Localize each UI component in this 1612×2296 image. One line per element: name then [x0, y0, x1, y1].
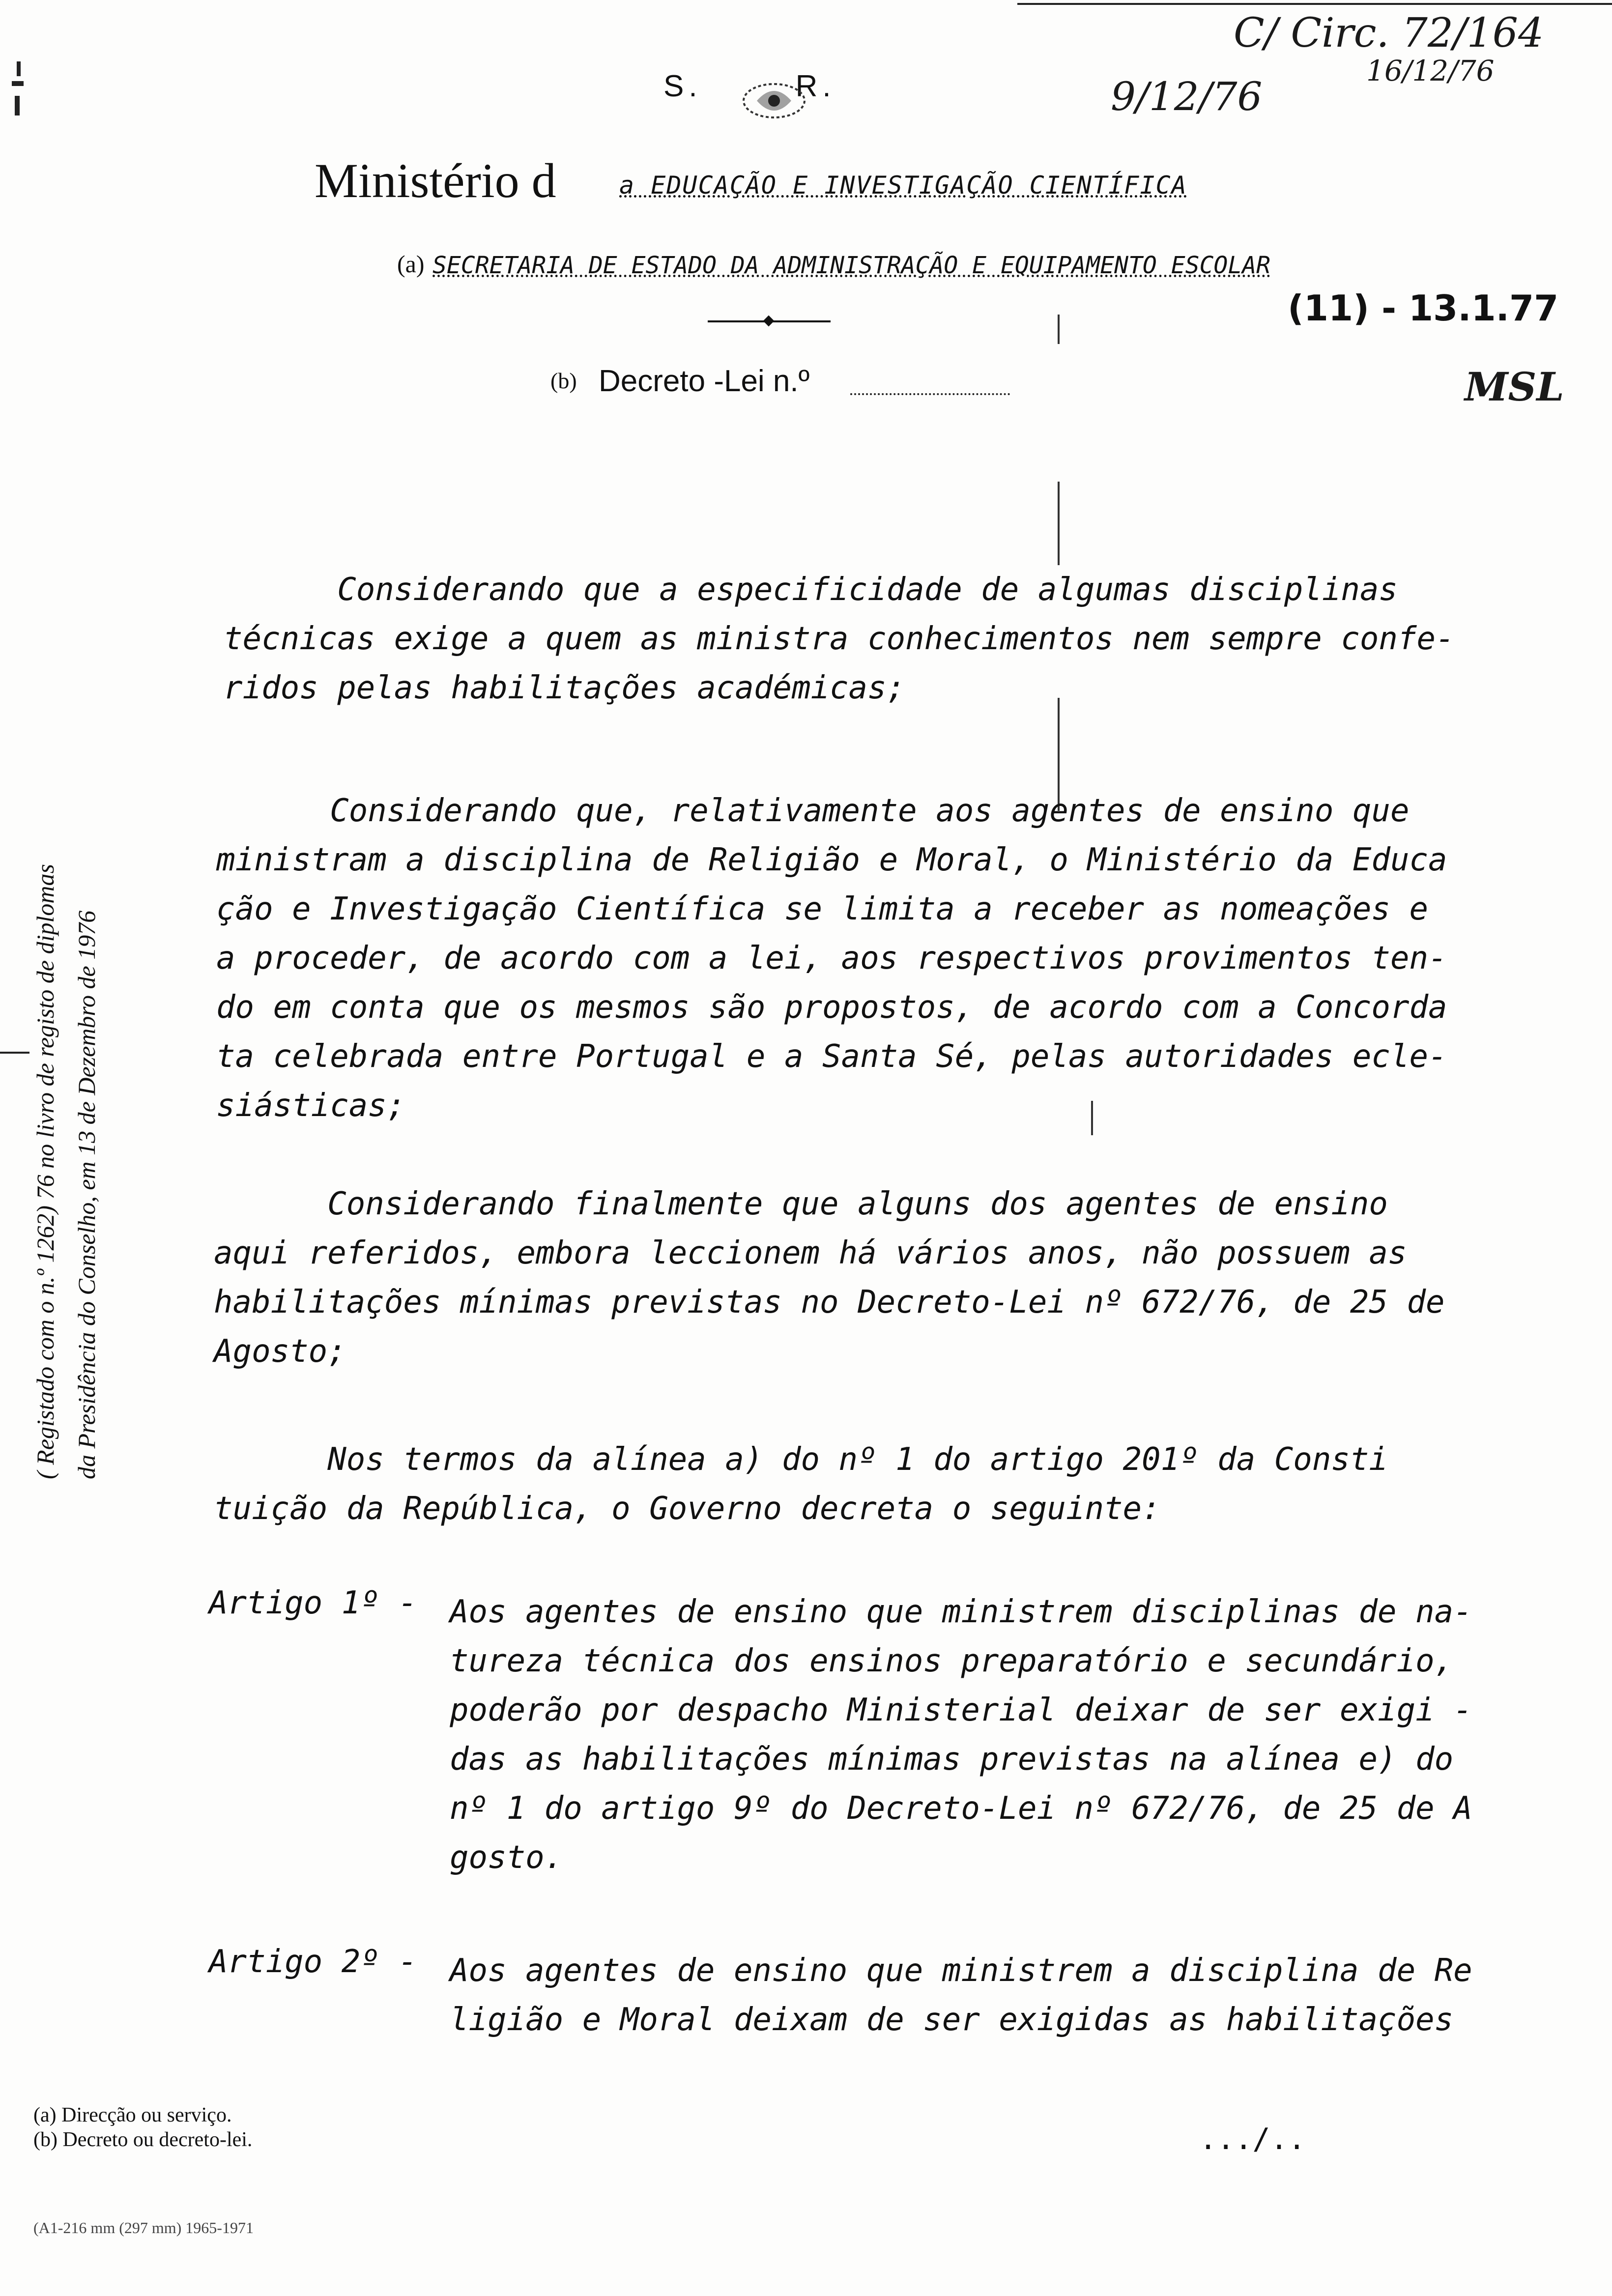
text-line: Aos agentes de ensino que ministrem disciplinas de na- — [450, 1594, 1472, 1630]
article-1-label: Artigo 1º - — [209, 1585, 417, 1621]
handwritten-date-large: 9/12/76 — [1111, 74, 1263, 119]
paragraph-2 — [216, 786, 1447, 1130]
text-line: Nos termos da alínea a) do nº 1 do artigo 201º da Consti — [214, 1441, 1388, 1478]
article-2-label: Artigo 2º - — [209, 1944, 417, 1980]
divider-diamond-icon — [763, 316, 775, 327]
scan-vertical-mark — [1058, 315, 1060, 344]
text-line: siásticas; — [216, 1088, 406, 1124]
text-line: poderão por despacho Ministerial deixar de ser exigi - — [450, 1692, 1472, 1728]
registration-note-line1: ( Registado com o n.º 1262) 76 no livro de registo de diplomas — [31, 864, 59, 1479]
handwritten-date-small: 16/12/76 — [1366, 54, 1495, 87]
stamp-number: (11) - 13.1.77 — [1288, 287, 1559, 329]
text-line: técnicas exige a quem as ministra conhecimentos nem sempre confe- — [224, 621, 1455, 657]
paragraph-1 — [224, 565, 1455, 713]
registration-note — [25, 570, 147, 1479]
coat-of-arms-icon — [737, 74, 811, 128]
paragraph-3 — [214, 1179, 1445, 1376]
scan-vertical-mark — [1058, 482, 1060, 565]
article-1-text — [450, 1587, 1472, 1882]
text-line: Aos agentes de ensino que ministrem a disciplina de Re — [450, 1952, 1472, 1989]
footnote-b: (b) Decreto ou decreto-lei. — [33, 2128, 253, 2151]
secretaria-marker: (a) — [397, 250, 425, 278]
text-line: ta celebrada entre Portugal e a Santa Sé, pelas autoridades ecle- — [216, 1038, 1447, 1075]
sr-heading: S. R. — [663, 69, 836, 103]
circular-annotation: C/ Circ. 72/164 — [1234, 10, 1544, 57]
decreto-marker: (b) — [550, 368, 577, 393]
text-line: tureza técnica dos ensinos preparatório e secundário, — [450, 1643, 1454, 1679]
text-line: a proceder, de acordo com a lei, aos respectivos provimentos ten- — [216, 940, 1447, 976]
secretaria-name: SECRETARIA DE ESTADO DA ADMINISTRAÇÃO E EQUIPAMENTO ESCOLAR — [432, 252, 1271, 279]
top-edge-rule — [1017, 3, 1612, 5]
article-2-text — [450, 1946, 1472, 2044]
ministry-title: Ministério d — [315, 153, 556, 208]
footnote-a: (a) Direcção ou serviço. — [33, 2104, 232, 2126]
text-line: Considerando que a especificidade de algumas disciplinas — [224, 572, 1398, 608]
text-line: ridos pelas habilitações académicas; — [224, 670, 906, 706]
handwritten-initials: MSL — [1465, 364, 1564, 410]
paragraph-4 — [214, 1435, 1388, 1533]
text-line: gosto. — [450, 1839, 564, 1876]
decreto-number-blank — [850, 393, 1010, 395]
print-reference: (A1-216 mm (297 mm) 1965-1971 — [33, 2219, 254, 2237]
text-line: ministram a disciplina de Religião e Moral, o Ministério da Educa — [216, 842, 1447, 878]
text-line: ção e Investigação Científica se limita a receber as nomeações e — [216, 891, 1428, 927]
continued-marker: .../.. — [1199, 2122, 1306, 2156]
text-line: aqui referidos, embora leccionem há vários anos, não possuem as — [214, 1235, 1407, 1271]
registration-note-line2: da Presidência do Conselho, em 13 de Dezembro de 1976 — [73, 910, 100, 1479]
text-line: do em conta que os mesmos são propostos, de acordo com a Concorda — [216, 989, 1447, 1026]
text-line: habilitações mínimas previstas no Decreto-Lei nº 672/76, de 25 de — [214, 1284, 1445, 1320]
text-line: Considerando que, relativamente aos agentes de ensino que — [216, 793, 1410, 829]
text-line: ligião e Moral deixam de ser exigidas as habilitações — [450, 2002, 1454, 2038]
text-line: tuição da República, o Governo decreta o seguinte: — [214, 1491, 1161, 1527]
text-line: Agosto; — [214, 1333, 346, 1370]
text-line: nº 1 do artigo 9º do Decreto-Lei nº 672/76, de 25 de A — [450, 1790, 1472, 1827]
text-line: das as habilitações mínimas previstas na alínea e) do — [450, 1741, 1454, 1778]
text-line: Considerando finalmente que alguns dos agentes de ensino — [214, 1186, 1388, 1222]
ministry-name: a EDUCAÇÃO E INVESTIGAÇÃO CIENTÍFICA — [619, 171, 1187, 200]
margin-mark-icon — [10, 61, 29, 115]
decreto-label: Decreto -Lei n.º — [599, 364, 810, 398]
